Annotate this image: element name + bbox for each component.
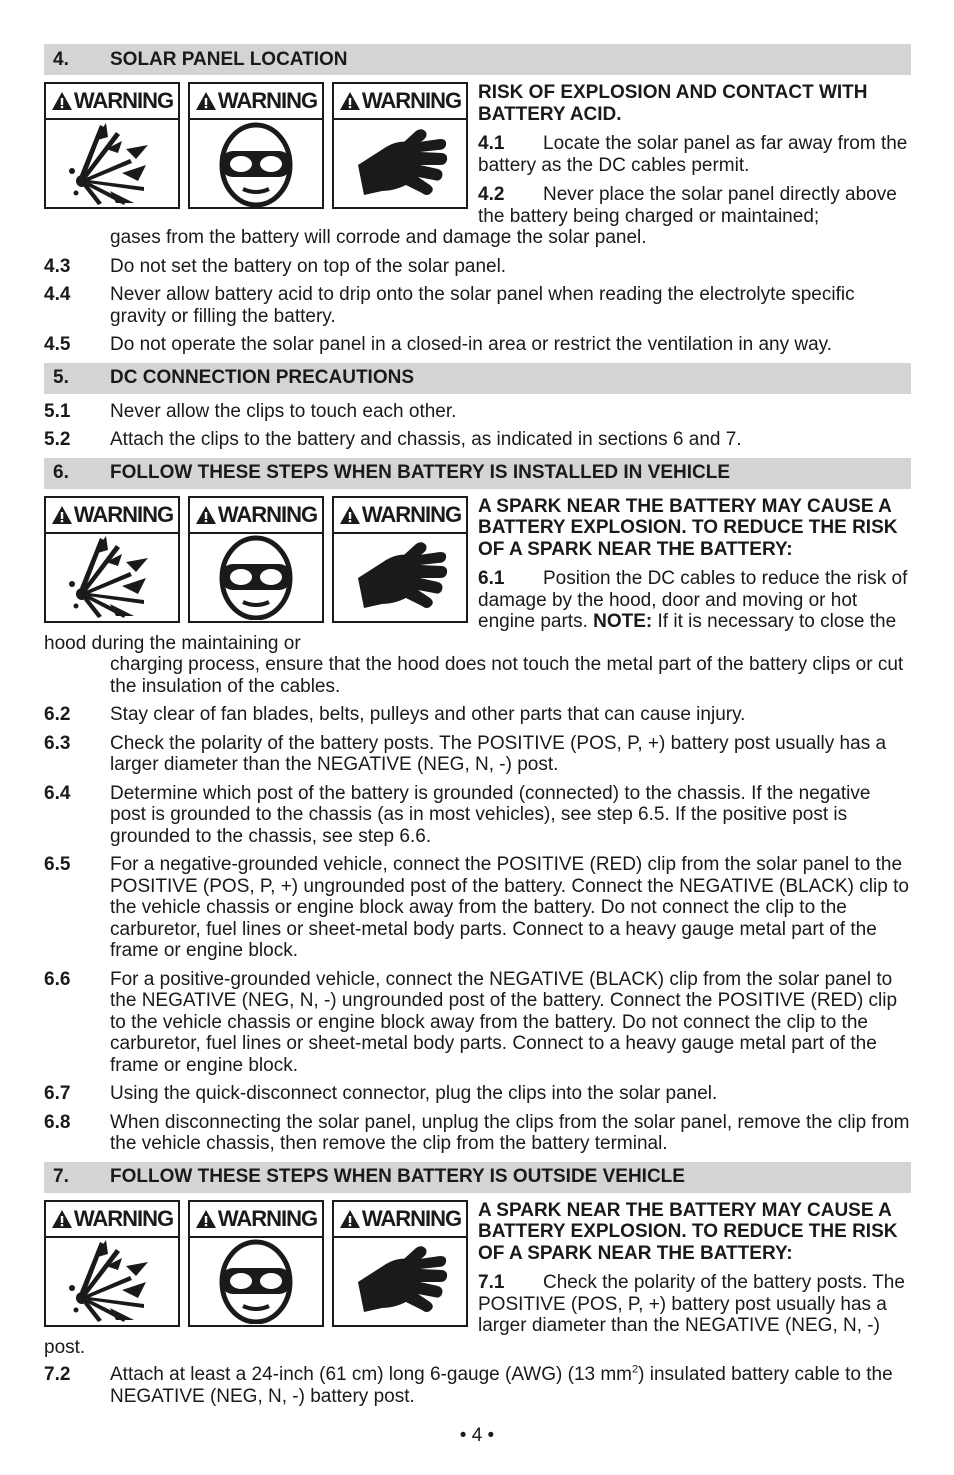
step-number: 4.3 bbox=[44, 255, 71, 277]
warning-triangle-icon bbox=[51, 91, 73, 111]
warning-label: WARNING bbox=[217, 1205, 318, 1231]
warning-label: WARNING bbox=[217, 88, 318, 114]
section-number: 5. bbox=[53, 367, 69, 389]
step-text: Determine which post of the battery is grounded (connected) to the chassis. If the negative post is grounded to the chassis (as in most vehicles), see step 6.5. If the positive post is grounded to the chassis, see step 6.6. bbox=[110, 782, 871, 847]
warning-sign bbox=[332, 496, 468, 623]
step-text: Using the quick-disconnect connector, plug the clips into the solar panel. bbox=[110, 1083, 718, 1104]
section-6-header bbox=[44, 458, 911, 489]
warning-sign bbox=[188, 82, 324, 209]
list-item bbox=[44, 256, 911, 278]
step-number: 6.5 bbox=[44, 854, 71, 875]
step-7-1: 7.1 Check the polarity of the battery posts. The POSITIVE (POS, P, +) battery post usually has a larger diameter than the NEGATIVE (NEG, N, -) post. bbox=[44, 1272, 905, 1358]
list-item bbox=[44, 783, 911, 848]
warning-label: WARNING bbox=[73, 88, 174, 114]
step-text: For a negative-grounded vehicle, connect the POSITIVE (RED) clip from the solar panel to the POSITIVE (POS, P, +) ungrounded post of the battery. Connect the NEGATIVE (BLACK) clip to the vehicle chassis or engine block away from the battery. Do not connect the clip to the carburetor, fuel lines or sheet-metal body parts. Connect to a heavy gauge metal part of the frame or engine block. bbox=[110, 854, 909, 961]
section-number: 7. bbox=[53, 1166, 69, 1188]
section-title: SOLAR PANEL LOCATION bbox=[110, 48, 348, 70]
note-label: NOTE: bbox=[593, 611, 653, 632]
step-4-1: 4.1 Locate the solar panel as far away from the battery as the DC cables permit. bbox=[478, 133, 908, 176]
explosion-icon bbox=[46, 1238, 178, 1325]
warning-icons bbox=[44, 1200, 468, 1327]
list-item bbox=[44, 284, 911, 327]
warning-triangle-icon bbox=[195, 91, 217, 111]
step-number: 5.1 bbox=[44, 400, 71, 422]
warning-triangle-icon bbox=[339, 91, 361, 111]
step-list bbox=[44, 704, 911, 1155]
risk-heading: A SPARK NEAR THE BATTERY MAY CAUSE A BATTERY EXPLOSION. TO REDUCE THE RISK OF A SPARK NEAR THE BATTERY: bbox=[478, 1199, 898, 1264]
warning-triangle-icon bbox=[339, 1209, 361, 1229]
section-5-header bbox=[44, 363, 911, 394]
step-number: 6.6 bbox=[44, 968, 71, 990]
list-item bbox=[44, 704, 911, 726]
manual-page bbox=[44, 44, 911, 1414]
goggles-icon bbox=[190, 120, 322, 207]
step-6-1: 6.1 Position the DC cables to reduce the risk of damage by the hood, door and moving or hot engine parts. NOTE: If it is necessary to close the hood during the maintaining or bbox=[44, 568, 908, 654]
step-text: Do not operate the solar panel in a closed-in area or restrict the ventilation in any way. bbox=[110, 334, 833, 355]
warning-sign bbox=[44, 496, 180, 623]
step-number: 6.8 bbox=[44, 1111, 71, 1133]
section-title: FOLLOW THESE STEPS WHEN BATTERY IS INSTALLED IN VEHICLE bbox=[110, 462, 730, 484]
goggles-icon bbox=[190, 1238, 322, 1325]
step-text: Stay clear of fan blades, belts, pulleys and other parts that can cause injury. bbox=[110, 704, 746, 725]
step-number: 6.2 bbox=[44, 704, 71, 725]
section-4-header bbox=[44, 44, 911, 75]
list-item bbox=[44, 1083, 911, 1105]
step-text: Attach the clips to the battery and chassis, as indicated in sections 6 and 7. bbox=[110, 429, 742, 450]
step-text: For a positive-grounded vehicle, connect the NEGATIVE (BLACK) clip from the solar panel to the NEGATIVE (NEG, N, -) ungrounded post of the battery. Connect the POSITIVE (RED) clip to the vehicle chassis or engine block away from the battery. Do not connect the clip to the carburetor, fuel lines or sheet-metal body parts. Connect to a heavy gauge metal part of the frame or engine block. bbox=[110, 968, 898, 1076]
list-item bbox=[44, 1112, 911, 1155]
section-number: 4. bbox=[53, 48, 69, 70]
goggles-icon bbox=[190, 534, 322, 621]
warning-sign bbox=[332, 82, 468, 209]
step-4-2: 4.2 Never place the solar panel directly above the battery being charged or maintained; bbox=[478, 184, 897, 227]
section-7-header bbox=[44, 1162, 911, 1193]
step-number: 4.4 bbox=[44, 284, 71, 305]
step-4-2-continued: gases from the battery will corrode and damage the solar panel. bbox=[110, 227, 647, 248]
step-number: 6.4 bbox=[44, 782, 71, 804]
step-text: Check the polarity of the battery posts. The POSITIVE (POS, P, +) battery post usually has a larger diameter than the NEGATIVE (NEG, N, -) post. bbox=[110, 732, 887, 775]
step-list bbox=[44, 256, 911, 356]
list-item bbox=[44, 401, 911, 423]
risk-heading: A SPARK NEAR THE BATTERY MAY CAUSE A BATTERY EXPLOSION. TO REDUCE THE RISK OF A SPARK NEAR THE BATTERY: bbox=[478, 495, 898, 560]
warning-triangle-icon bbox=[339, 505, 361, 525]
section-title: FOLLOW THESE STEPS WHEN BATTERY IS OUTSIDE VEHICLE bbox=[110, 1166, 685, 1188]
warning-icons bbox=[44, 82, 468, 209]
warning-label: WARNING bbox=[73, 501, 174, 527]
explosion-icon bbox=[46, 534, 178, 621]
step-text: Never allow battery acid to drip onto the solar panel when reading the electrolyte specific gravity or filling the battery. bbox=[110, 284, 855, 327]
step-text: When disconnecting the solar panel, unplug the clips from the solar panel, remove the clip from the vehicle chassis, then remove the clip from the battery terminal. bbox=[110, 1111, 910, 1154]
warning-block bbox=[44, 1200, 911, 1359]
page-number: • 4 • bbox=[459, 1425, 495, 1446]
list-item bbox=[44, 733, 911, 776]
step-7-2: 7.2 Attach at least a 24-inch (61 cm) long 6-gauge (AWG) (13 $mm^2$) insulated battery cable to the NEGATIVE (NEG, N, -) battery post. bbox=[44, 1363, 893, 1407]
step-number: 6.7 bbox=[44, 1083, 71, 1104]
step-list bbox=[44, 401, 911, 451]
warning-triangle-icon bbox=[51, 505, 73, 525]
glove-icon bbox=[334, 1238, 466, 1325]
explosion-icon bbox=[46, 120, 178, 207]
warning-sign bbox=[188, 1200, 324, 1327]
warning-label: WARNING bbox=[361, 1205, 462, 1231]
warning-sign bbox=[44, 82, 180, 209]
warning-label: WARNING bbox=[217, 501, 318, 527]
warning-sign bbox=[188, 496, 324, 623]
warning-label: WARNING bbox=[361, 501, 462, 527]
warning-triangle-icon bbox=[51, 1209, 73, 1229]
list-item bbox=[44, 854, 911, 962]
section-number: 6. bbox=[53, 462, 69, 484]
step-text: Never allow the clips to touch each other. bbox=[110, 400, 457, 422]
warning-block bbox=[44, 496, 911, 655]
list-item bbox=[44, 429, 911, 451]
step-6-1-continued: charging process, ensure that the hood does not touch the metal part of the battery clips or cut the insulation of the cables. bbox=[110, 654, 904, 697]
warning-sign bbox=[44, 1200, 180, 1327]
warning-icons bbox=[44, 496, 468, 623]
section-title: DC CONNECTION PRECAUTIONS bbox=[110, 367, 415, 389]
warning-label: WARNING bbox=[361, 88, 462, 114]
warning-label: WARNING bbox=[73, 1205, 174, 1231]
glove-icon bbox=[334, 534, 466, 621]
warning-triangle-icon bbox=[195, 1209, 217, 1229]
step-number: 5.2 bbox=[44, 429, 71, 450]
list-item bbox=[44, 969, 911, 1077]
step-number: 4.5 bbox=[44, 334, 71, 355]
warning-sign bbox=[332, 1200, 468, 1327]
list-item bbox=[44, 334, 911, 356]
risk-heading: RISK OF EXPLOSION AND CONTACT WITH BATTERY ACID. bbox=[478, 82, 868, 125]
step-text: Do not set the battery on top of the solar panel. bbox=[110, 255, 507, 277]
glove-icon bbox=[334, 120, 466, 207]
warning-block bbox=[44, 82, 911, 227]
warning-triangle-icon bbox=[195, 505, 217, 525]
step-number: 6.3 bbox=[44, 732, 71, 754]
